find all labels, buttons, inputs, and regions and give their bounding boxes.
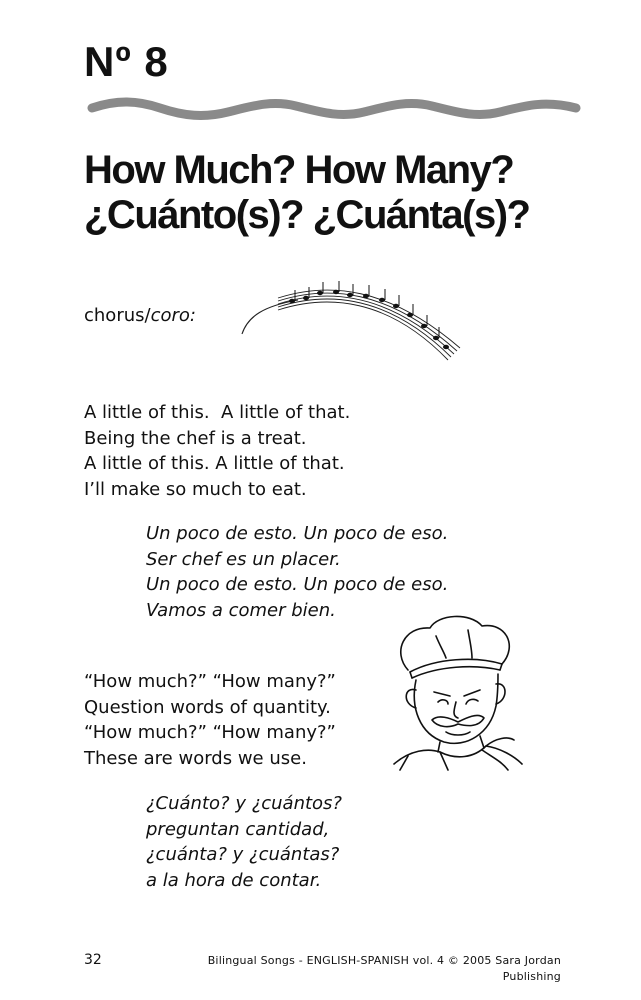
chorus-english-stanza xyxy=(84,400,350,502)
wavy-divider xyxy=(86,92,582,132)
lyric-line: Un poco de esto. Un poco de eso. xyxy=(146,574,449,595)
lyric-line: A little of this. A little of that. xyxy=(84,402,351,423)
lyric-line: ¿Cuánto? y ¿cuántos? xyxy=(146,793,342,814)
lyric-line: Being the chef is a treat. xyxy=(84,427,307,449)
chorus-label-spanish: coro: xyxy=(150,305,196,326)
verse-english-stanza xyxy=(84,669,336,771)
lyric-line: I’ll make so much to eat. xyxy=(84,478,307,500)
lyric-line: preguntan cantidad, xyxy=(146,818,330,840)
chorus-label-english: chorus/ xyxy=(84,305,151,326)
song-title-english: How Much? How Many? xyxy=(84,148,514,192)
lyric-line: Un poco de esto. Un poco de eso. xyxy=(146,523,449,544)
lyric-line: “How much?” “How many?” xyxy=(84,722,336,743)
chorus-label xyxy=(84,304,196,328)
lyric-line: Question words of quantity. xyxy=(84,696,331,718)
lyric-line: Vamos a comer bien. xyxy=(146,599,336,621)
music-notes-icon xyxy=(238,276,468,362)
chorus-spanish-stanza xyxy=(146,521,448,623)
lyric-line: ¿cuánta? y ¿cuántas? xyxy=(146,844,340,865)
page-number: 32 xyxy=(84,952,102,968)
lyric-line: “How much?” “How many?” xyxy=(84,671,336,692)
lyric-line: Ser chef es un placer. xyxy=(146,548,341,570)
chef-illustration-icon xyxy=(386,612,526,772)
lyric-line: a la hora de contar. xyxy=(146,869,322,891)
song-title xyxy=(84,148,529,238)
song-number: Nº 8 xyxy=(84,38,169,85)
lyric-line: These are words we use. xyxy=(84,747,307,769)
verse-spanish-stanza xyxy=(146,791,342,893)
song-title-spanish: ¿Cuánto(s)? ¿Cuánta(s)? xyxy=(84,193,530,237)
footer-credit: Bilingual Songs - ENGLISH-SPANISH vol. 4 © 2005 Sara Jordan Publishing xyxy=(207,954,561,983)
lyric-line: A little of this. A little of that. xyxy=(84,453,345,474)
